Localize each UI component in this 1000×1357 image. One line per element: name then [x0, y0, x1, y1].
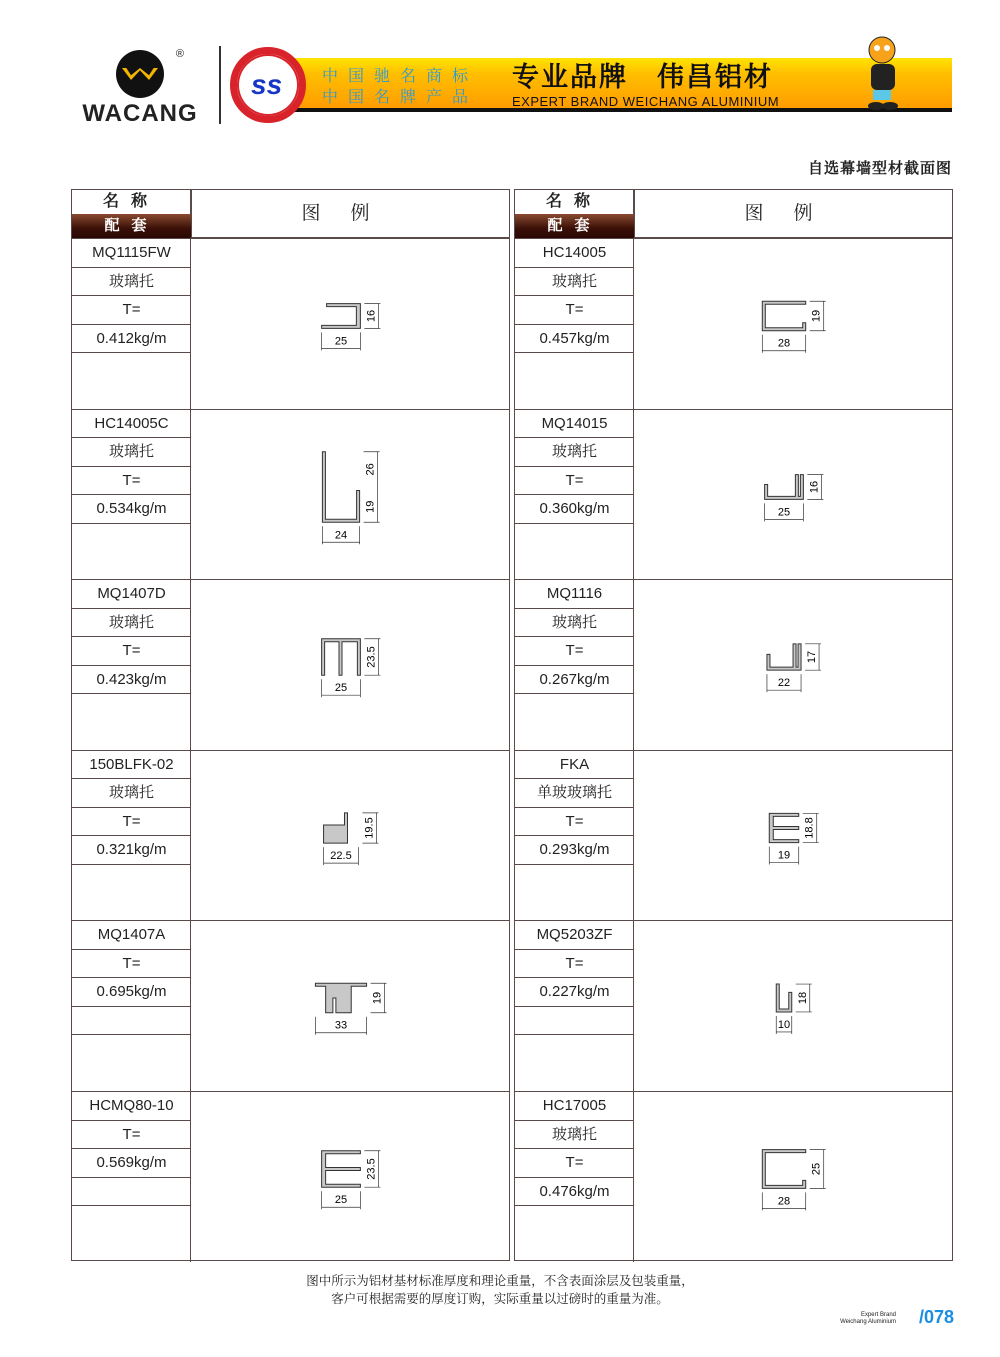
profile-code: MQ1407A — [72, 921, 191, 950]
profile-attr: 玻璃托 — [72, 609, 191, 638]
profile-drawing — [192, 580, 509, 750]
profile-code: MQ14015 — [515, 410, 634, 439]
width-dimension: 25 — [334, 335, 348, 348]
width-dimension: 25 — [777, 505, 791, 518]
width-dimension: 10 — [777, 1019, 791, 1032]
registered-mark: ® — [175, 48, 184, 60]
profile-attr: T= — [515, 950, 634, 979]
height-dimension: 26 — [364, 462, 377, 476]
profile-attr — [72, 1007, 191, 1036]
profile-drawing — [192, 239, 509, 409]
height-dimension: 23.5 — [365, 1158, 378, 1180]
profile-attr: T= — [72, 1121, 191, 1150]
profile-code: HC14005 — [515, 239, 634, 268]
profile-attr: 玻璃托 — [72, 779, 191, 808]
profile-attr: T= — [72, 950, 191, 979]
width-dimension: 19 — [777, 849, 791, 862]
width-dimension: 25 — [334, 1194, 348, 1207]
profile-attr: 0.267kg/m — [515, 666, 634, 695]
h-channel-profile-icon — [315, 984, 366, 1013]
profile-row — [515, 750, 952, 921]
height-dimension: 16 — [365, 309, 378, 323]
profile-row — [515, 1091, 952, 1262]
header-match: 配套 — [72, 214, 191, 238]
height-dimension: 16 — [808, 480, 821, 493]
profile-table-right — [514, 189, 953, 1261]
profile-attr: 0.534kg/m — [72, 495, 191, 524]
profile-attr: 0.293kg/m — [515, 836, 634, 865]
profile-code: FKA — [515, 751, 634, 780]
page-number: /078 — [918, 1307, 954, 1327]
profile-code: MQ5203ZF — [515, 921, 634, 950]
profile-drawing — [635, 580, 952, 750]
footer-note-line: 客户可根据需要的厚度订购，实际重量以过磅时的重量为准。 — [331, 1292, 669, 1306]
height-dimension: 19 — [364, 500, 377, 513]
profile-attr: 玻璃托 — [515, 609, 634, 638]
profile-row — [72, 750, 509, 921]
profile-row — [72, 238, 509, 409]
slogan-line: 中国驰名商标 — [322, 68, 479, 85]
footer-note — [0, 1272, 1000, 1308]
header-name: 名称 — [72, 190, 191, 214]
height-dimension: 18.8 — [803, 817, 816, 839]
width-dimension: 28 — [777, 1195, 791, 1208]
profile-attr: T= — [515, 467, 634, 496]
logo-text: WACANG — [82, 100, 198, 127]
profile-attr: 玻璃托 — [72, 438, 191, 467]
profile-drawing — [192, 410, 509, 580]
profile-code: MQ1116 — [515, 580, 634, 609]
height-dimension: 19 — [810, 309, 823, 323]
profile-drawing — [635, 751, 952, 921]
height-dimension: 18 — [796, 992, 809, 1005]
profile-attr: 0.457kg/m — [515, 325, 634, 354]
width-dimension: 22 — [777, 677, 791, 690]
height-dimension: 17 — [806, 651, 819, 664]
profile-table-left — [71, 189, 510, 1261]
tiger-mascot-icon — [856, 34, 908, 112]
u-channel-profile-icon — [765, 474, 804, 499]
profile-attr: 玻璃托 — [72, 268, 191, 297]
divider — [219, 46, 221, 124]
j-channel-profile-icon — [322, 304, 361, 329]
profile-attr: 玻璃托 — [515, 1121, 634, 1150]
profile-attr: T= — [72, 296, 191, 325]
profile-attr: T= — [515, 637, 634, 666]
profile-code: HC14005C — [72, 410, 191, 439]
profile-drawing — [192, 751, 509, 921]
height-dimension: 19.5 — [363, 817, 376, 839]
profile-drawing — [192, 1092, 509, 1262]
profile-row — [515, 920, 952, 1091]
c-channel-profile-icon — [762, 1150, 805, 1189]
slogan — [322, 66, 478, 108]
brand-cn: 专业品牌 伟昌铝材 — [512, 62, 773, 92]
profile-drawing — [192, 921, 509, 1091]
profile-attr: 玻璃托 — [515, 438, 634, 467]
width-dimension: 24 — [334, 528, 348, 541]
height-dimension: 23.5 — [365, 646, 378, 668]
width-dimension: 22.5 — [330, 849, 352, 862]
profile-row — [72, 1091, 509, 1262]
height-dimension: 19 — [371, 992, 384, 1005]
profile-code: HCMQ80-10 — [72, 1092, 191, 1121]
e-channel-profile-icon — [769, 813, 798, 842]
u-channel-profile-icon — [767, 644, 801, 670]
l-hook-profile-icon — [324, 813, 348, 843]
profile-row — [72, 579, 509, 750]
profile-row — [515, 238, 952, 409]
brand-en: EXPERT BRAND WEICHANG ALUMINIUM — [512, 94, 780, 109]
logo-mark-icon — [116, 50, 164, 98]
profile-attr — [72, 1178, 191, 1207]
profile-attr: 0.360kg/m — [515, 495, 634, 524]
profile-drawing — [635, 1092, 952, 1262]
width-dimension: 28 — [777, 337, 791, 350]
china-top-brand-seal-icon: ss — [230, 47, 306, 123]
double-u-channel-profile-icon — [322, 639, 361, 675]
tall-c-channel-profile-icon — [322, 451, 359, 522]
profile-code: MQ1407D — [72, 580, 191, 609]
footer-brand-line: Expert Brand — [860, 1312, 896, 1318]
profile-attr: T= — [72, 637, 191, 666]
profile-row — [515, 579, 952, 750]
narrow-u-channel-profile-icon — [776, 984, 792, 1012]
profile-attr: T= — [515, 296, 634, 325]
profile-attr: 0.695kg/m — [72, 978, 191, 1007]
profile-drawing — [635, 410, 952, 580]
c-channel-profile-icon — [762, 301, 805, 330]
e-channel-profile-icon — [322, 1151, 361, 1187]
height-dimension: 25 — [810, 1162, 823, 1176]
profile-code: 150BLFK-02 — [72, 751, 191, 780]
profile-code: HC17005 — [515, 1092, 634, 1121]
width-dimension: 33 — [334, 1020, 348, 1033]
profile-attr: 0.227kg/m — [515, 978, 634, 1007]
slogan-line: 中国名牌产品 — [322, 89, 479, 106]
header-name: 名称 — [515, 190, 634, 214]
profile-row — [515, 409, 952, 580]
profile-attr: 单玻玻璃托 — [515, 779, 634, 808]
profile-attr — [515, 1007, 634, 1036]
profile-attr: 0.412kg/m — [72, 325, 191, 354]
profile-drawing — [635, 921, 952, 1091]
profile-attr: 玻璃托 — [515, 268, 634, 297]
profile-attr: T= — [72, 808, 191, 837]
header-figure: 图例 — [191, 190, 509, 238]
page-subtitle: 自选幕墙型材截面图 — [807, 160, 952, 177]
header-match: 配套 — [515, 214, 634, 238]
wacang-logo — [70, 48, 210, 128]
profile-attr: T= — [515, 808, 634, 837]
profile-drawing — [635, 239, 952, 409]
footer-note-line: 图中所示为铝材基材标准厚度和理论重量，不含表面涂层及包装重量， — [306, 1274, 694, 1288]
profile-attr: T= — [515, 1149, 634, 1178]
profile-row — [72, 409, 509, 580]
width-dimension: 25 — [334, 682, 348, 695]
footer-brand — [840, 1312, 896, 1326]
profile-attr: 0.321kg/m — [72, 836, 191, 865]
header-figure: 图例 — [634, 190, 952, 238]
profile-code: MQ1115FW — [72, 239, 191, 268]
profile-attr: 0.476kg/m — [515, 1178, 634, 1207]
profile-attr: 0.423kg/m — [72, 666, 191, 695]
profile-attr: T= — [72, 467, 191, 496]
profile-row — [72, 920, 509, 1091]
profile-attr: 0.569kg/m — [72, 1149, 191, 1178]
footer-brand-line: Weichang Aluminium — [840, 1319, 896, 1325]
